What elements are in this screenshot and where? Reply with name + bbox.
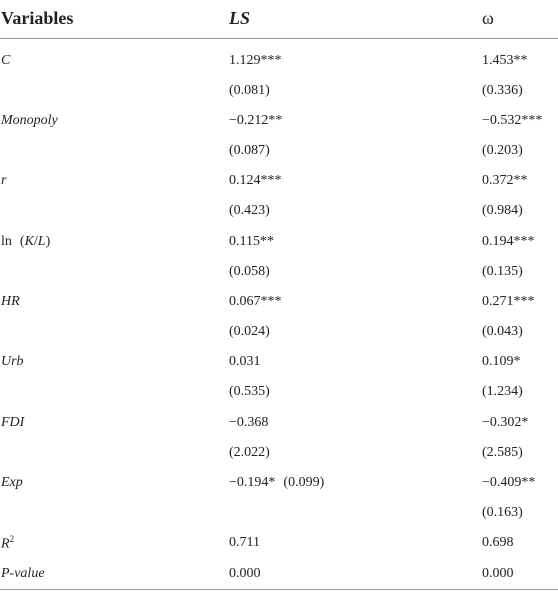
omega-value: 0.194*** [482,233,535,249]
table-row [0,559,558,590]
r2-superscript: 2 [9,534,15,545]
table-row [0,257,558,287]
row-variable: Exp [1,475,23,491]
row-variable [0,377,228,407]
table-row [0,528,558,558]
table-row [0,106,558,136]
header-ls: LS [228,0,481,38]
row-variable [0,196,228,226]
table-row [0,438,558,468]
omega-value: 0.372** [482,173,528,189]
table-body [0,38,558,589]
row-variable [0,257,228,287]
omega-value: (0.984) [482,203,523,219]
table-row [0,166,558,196]
omega-value: −0.409** [482,475,536,491]
ln-prefix: ln [1,233,12,249]
ls-std-error: (0.099) [283,475,325,491]
omega-value: (0.203) [482,142,523,158]
ls-value: (0.535) [229,384,270,400]
table-row [0,347,558,377]
header-row [0,0,558,38]
ls-value: 1.129*** [229,53,282,68]
row-variable: Urb [1,354,24,370]
row-variable: P-value [0,559,228,590]
ls-value: −0.194* [229,475,276,491]
ls-value-combined [228,468,481,498]
omega-value: 1.453** [482,53,528,68]
table-row [0,377,558,407]
omega-value: (1.234) [482,384,523,400]
row-variable [0,498,228,528]
omega-value: (0.043) [482,324,523,340]
ls-value: (0.087) [229,142,270,158]
omega-value: (2.585) [482,444,523,460]
table-header [0,0,558,38]
row-variable [0,317,228,347]
row-variable-ln-kl [0,226,228,256]
table-row [0,38,558,76]
ls-value: −0.368 [229,414,269,430]
row-variable: C [1,53,11,68]
ls-value: (0.423) [229,203,270,219]
omega-value: 0.271*** [482,293,535,309]
ln-close-paren: ) [45,233,51,249]
table-row [0,287,558,317]
ln-l: L [37,233,46,249]
table-row [0,196,558,226]
omega-value: (0.163) [482,505,523,521]
omega-value: −0.532*** [482,112,543,128]
ls-value: −0.212** [229,112,283,128]
ls-value: (2.022) [229,444,270,460]
ls-value: (0.024) [229,324,270,340]
ln-slash: / [33,233,38,249]
ln-k: K [24,233,34,249]
table-row [0,136,558,166]
omega-value: (0.336) [482,82,523,98]
r2-letter: R [1,536,10,552]
row-variable-r2 [0,528,228,558]
ls-value: 0.115** [229,233,274,249]
omega-value: 0.109* [482,354,521,370]
header-omega: ω [481,0,558,38]
omega-value: 0.698 [482,535,514,551]
row-variable: HR [1,293,20,309]
table-row [0,498,558,528]
omega-value: −0.302* [482,414,529,430]
header-variables: Variables [0,0,228,38]
ls-value: (0.081) [229,82,270,98]
ls-value: 0.031 [229,354,261,370]
ls-value: (0.058) [229,263,270,279]
row-variable [0,136,228,166]
ls-value: 0.067*** [229,293,282,309]
row-variable: r [1,173,7,189]
ls-value: 0.711 [229,535,260,551]
ls-value [228,498,481,528]
row-variable: Monopoly [1,112,58,128]
ls-value: 0.124*** [229,173,282,189]
ln-open-paren: ( [19,233,25,249]
table-row [0,408,558,438]
omega-value: (0.135) [482,263,523,279]
table-row [0,226,558,256]
omega-value: 0.000 [481,559,558,590]
row-variable [0,438,228,468]
ls-value: 0.000 [228,559,481,590]
table-row [0,76,558,106]
table-row [0,317,558,347]
row-variable [0,76,228,106]
table-row [0,468,558,498]
row-variable: FDI [1,414,25,430]
